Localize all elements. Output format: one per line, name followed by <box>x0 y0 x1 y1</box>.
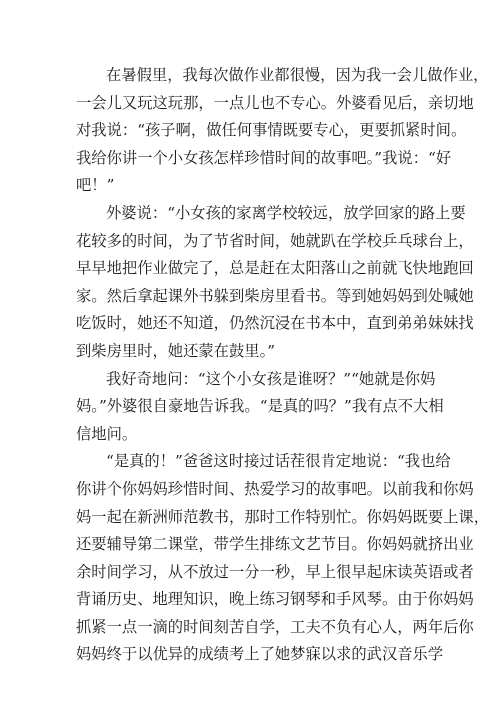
document-body <box>76 62 490 669</box>
text-line: 对我说：“孩子啊，做任何事情既要专心，更要抓紧时间。 <box>76 121 467 140</box>
text-line: 你讲个你妈妈珍惜时间、热爱学习的故事吧。以前我和你妈 <box>76 479 474 498</box>
text-line: 在暑假里，我每次做作业都很慢，因为我一会儿做作业， <box>106 66 489 84</box>
text-line: 花较多的时间，为了节省时间，她就趴在学校乒乓球台上， <box>76 231 474 250</box>
paragraph-2 <box>76 200 474 366</box>
text-line: 信地问。 <box>76 424 138 443</box>
text-line: 外婆说：“小女孩的家离学校较远，放学回家的路上要 <box>106 203 466 222</box>
text-line: “是真的！”爸爸这时接过话茬很肯定地说：“我也给 <box>106 452 451 471</box>
paragraph-3 <box>76 366 444 449</box>
text-line: 余时间学习，从不放过一分一秒，早上很早起床读英语或者 <box>76 562 474 581</box>
text-line: 吧！” <box>76 176 115 195</box>
text-line: 一会儿又玩这玩那，一点儿也不专心。外婆看见后，亲切地 <box>76 93 474 112</box>
paragraph-4 <box>76 448 490 669</box>
text-line: 还要辅导第二课堂，带学生排练文艺节目。你妈妈就挤出业 <box>76 535 474 554</box>
text-line: 妈妈终于以优异的成绩考上了她梦寐以求的武汉音乐学 <box>76 645 444 664</box>
text-line: 妈。”外婆很自豪地告诉我。“是真的吗？”我有点不大相 <box>76 397 444 416</box>
text-line: 抓紧一点一滴的时间刻苦自学，工夫不负有心人，两年后你 <box>76 617 474 636</box>
text-line: 我好奇地问：“这个小女孩是谁呀？”“她就是你妈 <box>106 369 436 388</box>
text-line: 妈一起在新洲师范教书，那时工作特别忙。你妈妈既要上课， <box>76 507 490 526</box>
text-line: 我给你讲一个小女孩怎样珍惜时间的故事吧。”我说：“好 <box>76 148 452 167</box>
text-line: 吃饭时，她还不知道，仍然沉浸在书本中，直到弟弟妹妹找 <box>76 314 474 333</box>
text-line: 背诵历史、地理知识，晚上练习钢琴和手风琴。由于你妈妈 <box>76 590 474 609</box>
text-line: 到柴房里时，她还蒙在鼓里。” <box>76 341 276 360</box>
text-line: 早早地把作业做完了，总是赶在太阳落山之前就飞快地跑回 <box>76 259 474 278</box>
text-line: 家。然后拿起课外书躲到柴房里看书。等到她妈妈到处喊她 <box>76 286 474 305</box>
paragraph-1 <box>76 62 489 200</box>
